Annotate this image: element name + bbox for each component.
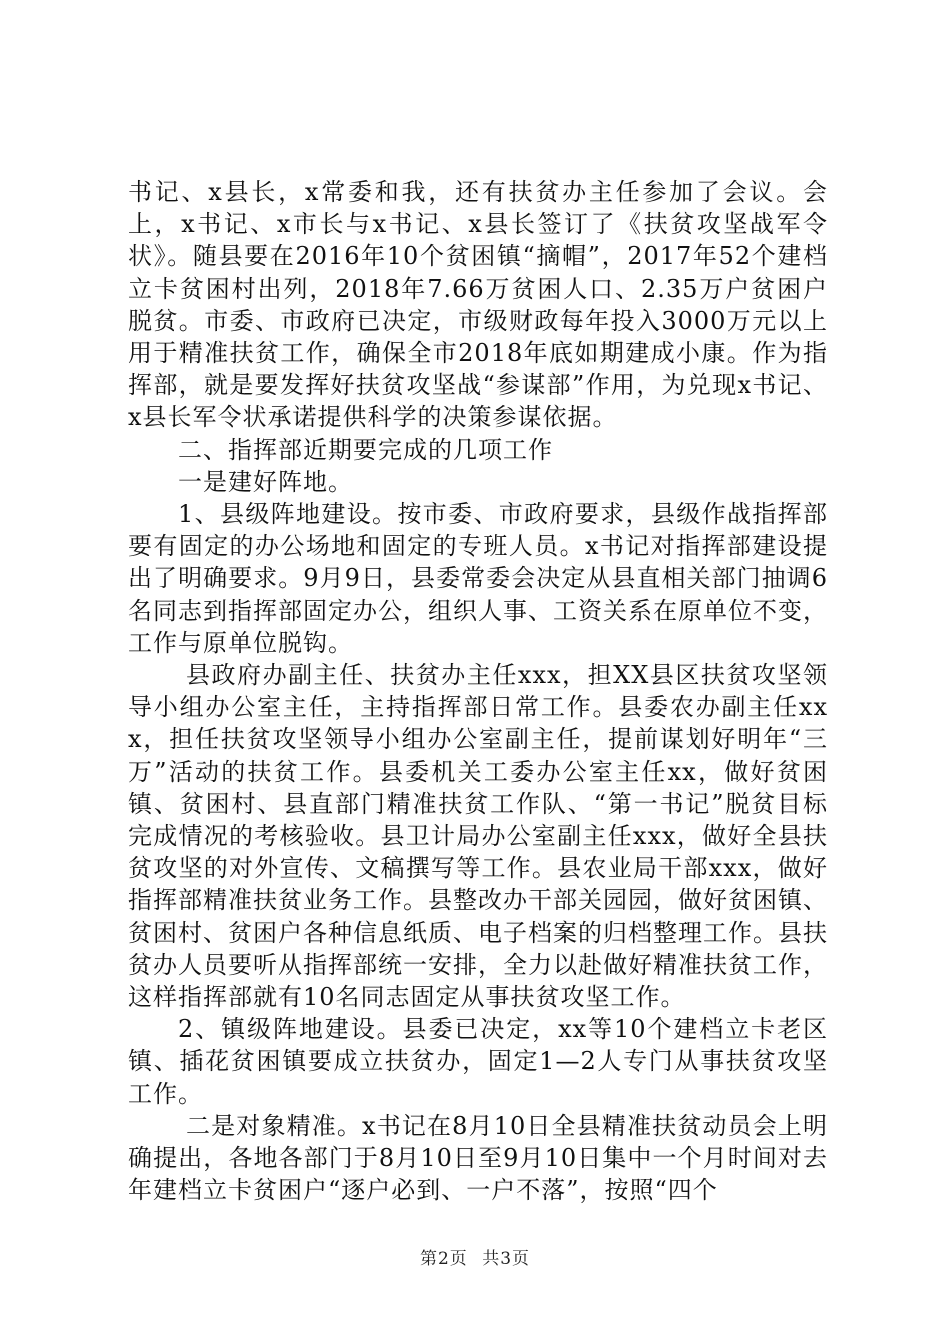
document-body <box>128 176 828 1207</box>
section-heading: 二、指挥部近期要完成的几项工作 <box>178 435 553 464</box>
page-footer <box>0 1244 950 1269</box>
paragraph-county-level: 1、县级阵地建设。按市委、市政府要求，县级作战指挥部要有固定的办公场地和固定的专班人员。x书记对指挥部建设提出了明确要求。9月9日，县委常委会决定从县直相关部门抽调6名同志到指挥部固定办公，组织人事、工资关系在原单位不变，工作与原单位脱钩。 <box>128 500 828 657</box>
paragraph-precise-targets: 二是对象精准。x书记在8月10日全县精准扶贫动员会上明确提出，各地各部门于8月10日至9月10日集中一个月时间对去年建档立卡贫困户“逐户必到、一户不落”，按照“四个 <box>128 1111 828 1205</box>
paragraph-staff-assignments: 县政府办副主任、扶贫办主任xxx，担XX县区扶贫攻坚领导小组办公室主任，主持指挥部日常工作。县委农办副主任xxx，担任扶贫攻坚领导小组办公室副主任，提前谋划好明年“三万”活动的扶贫工作。县委机关工委办公室主任xx，做好贫困镇、贫困村、县直部门精准扶贫工作队、“第一书记”脱贫目标完成情况的考核验收。县卫计局办公室副主任xxx，做好全县扶贫攻坚的对外宣传、文稿撰写等工作。县农业局干部xxx，做好指挥部精准扶贫业务工作。县整改办干部关园园，做好贫困镇、贫困村、贫困户各种信息纸质、电子档案的归档整理工作。县扶贫办人员要听从指挥部统一安排，全力以赴做好精准扶贫工作，这样指挥部就有10名同志固定从事扶贫攻坚工作。 <box>128 661 828 1012</box>
paragraph-continuation: 书记、x县长，x常委和我，还有扶贫办主任参加了会议。会上，x书记、x市长与x书记、x县长签订了《扶贫攻坚战军令状》。随县要在2016年10个贫困镇“摘帽”，2017年52个建档立卡贫困村出列，2018年7.66万贫困人口、2.35万户贫困户脱贫。市委、市政府已决定，市级财政每年投入3000万元以上用于精准扶贫工作，确保全市2018年底如期建成小康。作为指挥部，就是要发挥好扶贫攻坚战“参谋部”作用，为兑现x书记、x县长军令状承诺提供科学的决策参谋依据。 <box>128 178 828 432</box>
paragraph-town-level: 2、镇级阵地建设。县委已决定，xx等10个建档立卡老区镇、插花贫困镇要成立扶贫办，固定1—2人专门从事扶贫攻坚工作。 <box>128 1015 828 1108</box>
subheading-build-positions: 一是建好阵地。 <box>178 467 353 496</box>
page-total: 共3页 <box>482 1249 531 1269</box>
page-number: 第2页 <box>419 1249 468 1269</box>
